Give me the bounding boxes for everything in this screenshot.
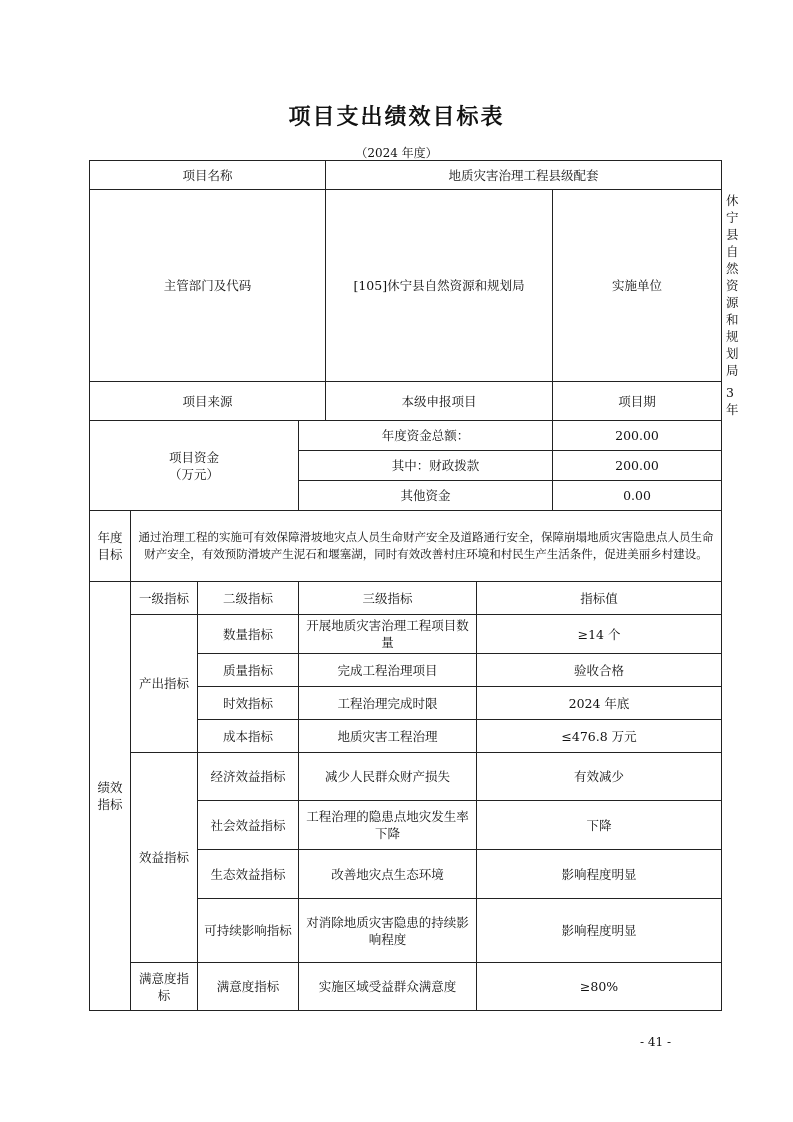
value-cell: ≤476.8 万元	[477, 720, 722, 753]
row-indicator-headers	[90, 582, 722, 615]
dept-label: 主管部门及代码	[90, 190, 326, 382]
impl-label: 实施单位	[553, 190, 722, 382]
level3-cell: 地质灾害工程治理	[299, 720, 477, 753]
page-number: - 41 -	[640, 1035, 672, 1049]
level2-cell: 社会效益指标	[198, 801, 299, 850]
level2-cell: 质量指标	[198, 654, 299, 687]
funds-total-value: 200.00	[553, 421, 722, 451]
level2-cell: 可持续影响指标	[198, 899, 299, 963]
page-title: 项目支出绩效目标表	[288, 104, 505, 130]
level3-cell: 工程治理的隐患点地灾发生率下降	[299, 801, 477, 850]
level3-cell: 对消除地质灾害隐患的持续影响程度	[299, 899, 477, 963]
benefit-indicators-label: 效益指标	[131, 753, 198, 963]
header-level1: 一级指标	[131, 582, 198, 615]
header-level3: 三级指标	[299, 582, 477, 615]
funds-fiscal-value: 200.00	[553, 451, 722, 481]
funds-fiscal-label: 其中：财政拨款	[299, 451, 553, 481]
header-value: 指标值	[477, 582, 722, 615]
level3-cell: 工程治理完成时限	[299, 687, 477, 720]
satisfaction-indicators-label: 满意度指标	[131, 963, 198, 1011]
annual-goal-text: 通过治理工程的实施可有效保障滑坡地灾点人员生命财产安全及道路通行安全，保障崩塌地质灾害隐患点人员生命财产安全，有效预防滑坡产生泥石和堰塞湖，同时有效改善村庄环境和村民生产生活条件，促进美丽乡村建设。	[131, 511, 722, 582]
annual-goal-label: 年度目标	[90, 511, 131, 582]
funds-label-line2: （万元）	[168, 466, 219, 482]
value-cell: ≥14 个	[477, 615, 722, 654]
source-value: 本级申报项目	[326, 382, 553, 421]
level3-cell: 减少人民群众财产损失	[299, 753, 477, 801]
level3-cell: 实施区域受益群众满意度	[299, 963, 477, 1011]
source-label: 项目来源	[90, 382, 326, 421]
funds-label	[90, 421, 299, 511]
funds-total-label: 年度资金总额：	[299, 421, 553, 451]
value-cell: 有效减少	[477, 753, 722, 801]
row-annual-goal	[90, 511, 722, 582]
project-name-label: 项目名称	[90, 161, 326, 190]
output-indicators-label: 产出指标	[131, 615, 198, 753]
level2-cell: 成本指标	[198, 720, 299, 753]
perf-indicators-label: 绩效指标	[90, 582, 131, 1011]
level2-cell: 满意度指标	[198, 963, 299, 1011]
year-label: （2024 年度）	[355, 146, 438, 160]
dept-value: [105]休宁县自然资源和规划局	[326, 190, 553, 382]
table-row	[90, 963, 722, 1011]
value-cell: ≥80%	[477, 963, 722, 1011]
performance-table	[89, 160, 739, 1011]
period-label: 项目期	[553, 382, 722, 421]
funds-other-label: 其他资金	[299, 481, 553, 511]
table-row	[90, 753, 722, 801]
level2-cell: 生态效益指标	[198, 850, 299, 899]
value-cell: 2024 年底	[477, 687, 722, 720]
value-cell: 影响程度明显	[477, 850, 722, 899]
level2-cell: 时效指标	[198, 687, 299, 720]
row-source: 项目来源 本级申报项目 项目期 3 年	[90, 382, 722, 421]
level3-cell: 开展地质灾害治理工程项目数量	[299, 615, 477, 654]
level3-cell: 完成工程治理项目	[299, 654, 477, 687]
value-cell: 影响程度明显	[477, 899, 722, 963]
funds-label-line1: 项目资金	[168, 449, 219, 465]
level2-cell: 数量指标	[198, 615, 299, 654]
level3-cell: 改善地灾点生态环境	[299, 850, 477, 899]
row-funds-total	[90, 421, 722, 451]
funds-other-value: 0.00	[553, 481, 722, 511]
value-cell: 下降	[477, 801, 722, 850]
project-name-value: 地质灾害治理工程县级配套	[326, 161, 722, 190]
row-project-name	[90, 161, 722, 190]
row-department: 主管部门及代码 [105]休宁县自然资源和规划局 实施单位 休宁县自然资源和规划局	[90, 190, 722, 382]
level2-cell: 经济效益指标	[198, 753, 299, 801]
table-row	[90, 615, 722, 654]
header-level2: 二级指标	[198, 582, 299, 615]
value-cell: 验收合格	[477, 654, 722, 687]
